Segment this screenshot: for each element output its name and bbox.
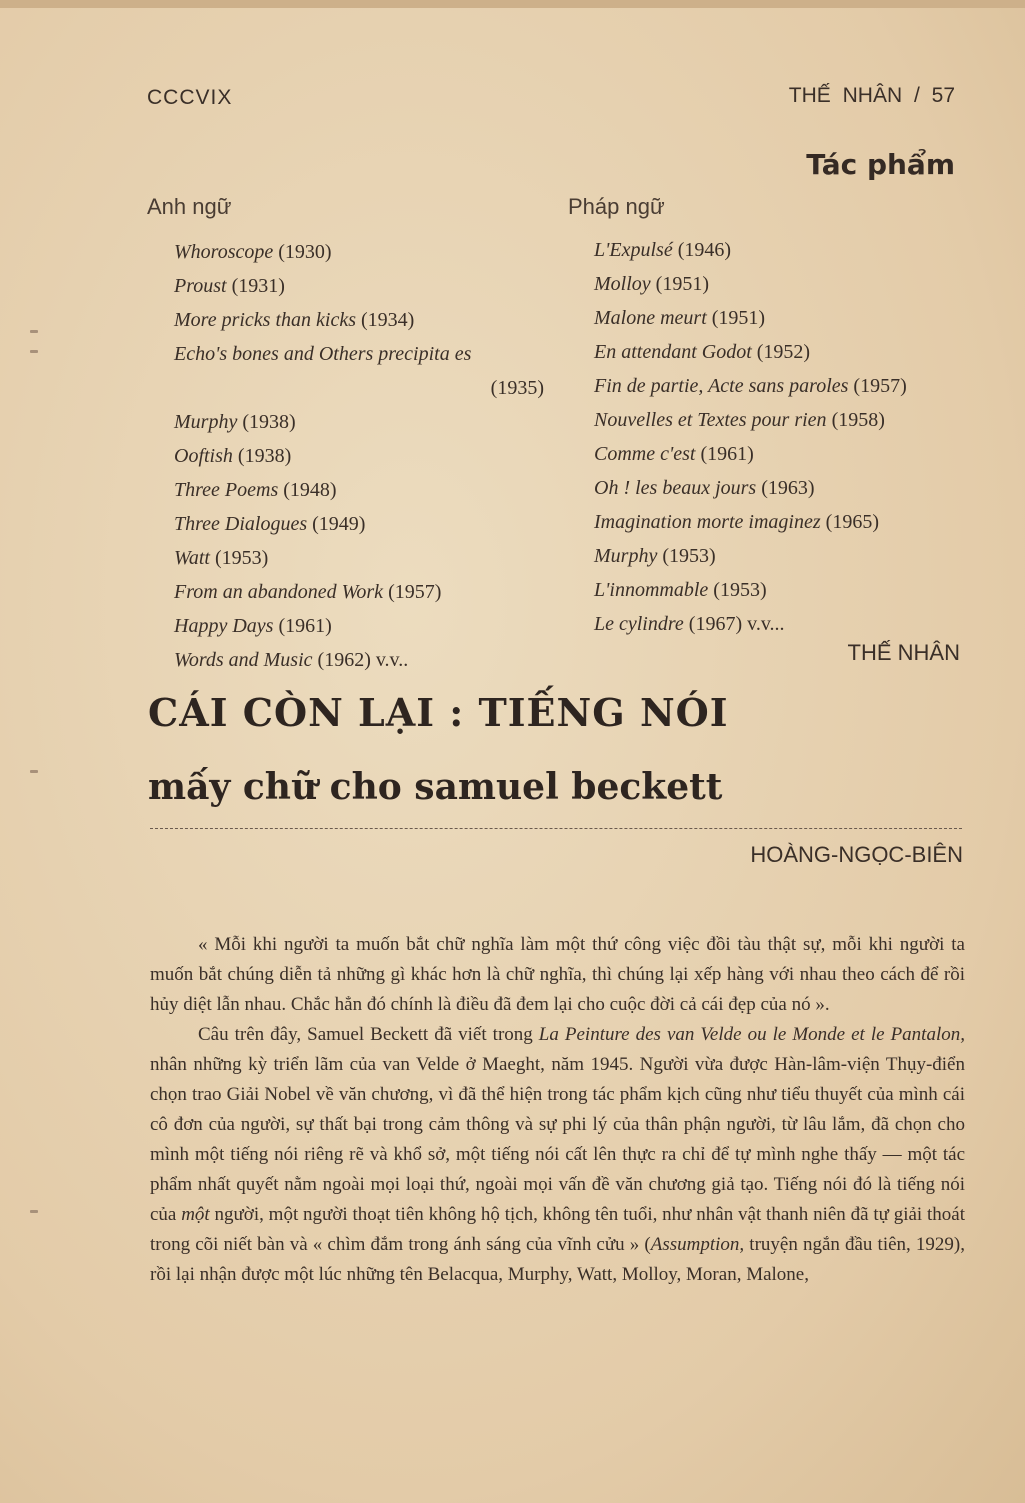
work-title: Malone meurt	[594, 307, 707, 329]
work-title: Proust	[174, 275, 227, 297]
work-item	[594, 471, 974, 505]
work-item	[174, 337, 544, 371]
work-year: (1967) v.v...	[688, 613, 785, 635]
work-title: Whoroscope	[174, 241, 274, 263]
article-author: HOÀNG-NGỌC-BIÊN	[750, 842, 963, 867]
work-item	[174, 541, 544, 575]
work-title: Three Poems	[174, 479, 279, 501]
work-year: (1953)	[713, 579, 767, 601]
column-heading-french: Pháp ngữ	[568, 194, 665, 219]
work-year: (1934)	[360, 309, 415, 331]
paragraph-body	[150, 1020, 965, 1290]
work-year: (1957)	[388, 581, 442, 603]
binding-hole	[30, 350, 38, 353]
work-title: En attendant Godot	[594, 341, 752, 363]
work-item	[174, 303, 544, 337]
work-item	[594, 539, 974, 573]
work-title-inline: La Peinture des van Velde ou le Monde et le Pantalon,	[538, 1024, 965, 1045]
work-title: From an abandoned Work	[174, 581, 384, 603]
work-title: Words and Music	[174, 649, 313, 671]
work-title: Three Dialogues	[174, 513, 308, 535]
text-run: truyện ngắn đầu tiên, 1929), rồi lại nhận được một lúc những tên Belacqua, Murphy, Watt, Molloy, Moran, Malone,	[150, 1234, 965, 1285]
work-title-inline: Assumption,	[650, 1234, 745, 1255]
work-year: (1958)	[831, 409, 885, 431]
work-item	[594, 437, 974, 471]
text-run: Câu trên đây, Samuel Beckett đã viết trong	[198, 1024, 539, 1045]
work-title: Happy Days	[174, 615, 274, 637]
work-item	[594, 573, 974, 607]
binding-hole	[30, 770, 38, 773]
work-item	[594, 233, 974, 267]
work-year: (1953)	[214, 547, 269, 569]
text-run: nhân những kỳ triển lãm của van Velde ở Maeght, năm 1945. Người vừa được Hàn-lâm-viện Thụy-điển chọn trao Giải Nobel về văn chương, vì đã thể hiện trong tác phẩm kịch cũng như tiểu thuyết của mình cái cô đơn của người, sự thất bại trong cảm thông và sự phi lý của thân phận người, từ lâu lắm, đã chọn cho mình một tiếng nói riêng rẽ và khổ sở, một tiếng nói cất lên thực ra chỉ để tự mình nghe thấy — một tác phẩm nhất quyết nằm ngoài mọi loại thứ, ngoài mọi vấn đề văn chương giả tạo. Tiếng nói đó là tiếng nói của	[150, 1054, 965, 1225]
work-year: (1930)	[278, 241, 332, 263]
work-year: (1957)	[853, 375, 907, 397]
text-run: người, một người thoạt tiên không hộ tịch, không tên tuổi, như nhân vật thanh niên đã tự giải thoát trong cõi niết bàn và « chìm đắm trong ánh sáng của vĩnh cửu » (	[150, 1204, 966, 1255]
work-item	[174, 609, 544, 643]
binding-hole	[30, 1210, 38, 1213]
work-title: Murphy	[594, 545, 658, 567]
work-item	[174, 507, 544, 541]
work-year: (1938)	[242, 411, 296, 433]
work-title: Le cylindre	[594, 613, 684, 635]
page-edge	[0, 0, 1025, 8]
column-heading-english: Anh ngữ	[147, 194, 232, 219]
article-title: CÁI CÒN LẠI : TIẾNG NÓI	[148, 690, 729, 735]
section-signature: THẾ NHÂN	[847, 640, 960, 665]
work-title: Molloy	[594, 273, 651, 295]
work-item	[594, 403, 974, 437]
work-item	[174, 439, 544, 473]
work-year: (1951)	[655, 273, 709, 295]
work-title: More pricks than kicks	[174, 309, 356, 331]
work-title: Ooftish	[174, 445, 233, 467]
works-list-french	[594, 233, 974, 641]
work-title: L'Expulsé	[594, 239, 673, 261]
works-list-english	[174, 235, 544, 677]
section-title: Tác phẩm	[806, 148, 955, 181]
page-header-right: THẾ NHÂN / 57	[788, 84, 955, 107]
work-year: (1961)	[700, 443, 754, 465]
work-item	[594, 607, 974, 641]
work-item	[174, 575, 544, 609]
work-item	[174, 473, 544, 507]
work-title: Echo's bones and Others precipita es	[174, 343, 472, 365]
work-item	[174, 405, 544, 439]
work-year: (1949)	[312, 513, 366, 535]
work-year: (1938)	[237, 445, 292, 467]
work-item	[594, 369, 974, 403]
title-divider	[150, 828, 962, 829]
paragraph-quote: « Mỗi khi người ta muốn bắt chữ nghĩa làm một thứ công việc đồi tàu thật sự, mỗi khi người ta muốn bắt chúng diễn tả những gì khác hơn là chữ nghĩa, thì chúng lại xếp hàng với nhau theo cách để rồi hủy diệt lẫn nhau. Chắc hẳn đó chính là điều đã đem lại cho cuộc đời cả cái đẹp của nó ».	[150, 934, 965, 1015]
work-title: Murphy	[174, 411, 238, 433]
binding-hole	[30, 330, 38, 333]
work-item	[174, 235, 544, 269]
work-year: (1951)	[711, 307, 766, 329]
article-subtitle: mấy chữ cho samuel beckett	[148, 766, 723, 808]
work-year: (1946)	[677, 239, 732, 261]
work-year: (1965)	[825, 511, 879, 533]
article-body	[150, 930, 965, 1290]
work-year: (1953)	[662, 545, 716, 567]
work-year: (1952)	[756, 341, 811, 363]
work-year: (1935)	[490, 377, 544, 399]
work-year: (1961)	[278, 615, 332, 637]
work-title: Imagination morte imaginez	[594, 511, 821, 533]
work-item-continuation	[174, 371, 544, 405]
work-year: (1962) v.v..	[317, 649, 409, 671]
work-title: Fin de partie, Acte sans paroles	[594, 375, 849, 397]
work-year: (1931)	[231, 275, 285, 297]
work-year: (1948)	[283, 479, 337, 501]
work-item	[594, 335, 974, 369]
work-title: Oh ! les beaux jours	[594, 477, 757, 499]
work-item	[594, 267, 974, 301]
work-item	[174, 643, 544, 677]
emphasis: một	[181, 1204, 210, 1225]
work-item	[594, 505, 974, 539]
work-title: Comme c'est	[594, 443, 696, 465]
work-item	[594, 301, 974, 335]
work-title: L'innommable	[594, 579, 709, 601]
page-header-left: CCCVIX	[147, 86, 233, 109]
work-title: Watt	[174, 547, 210, 569]
work-item	[174, 269, 544, 303]
work-title: Nouvelles et Textes pour rien	[594, 409, 827, 431]
work-year: (1963)	[761, 477, 815, 499]
